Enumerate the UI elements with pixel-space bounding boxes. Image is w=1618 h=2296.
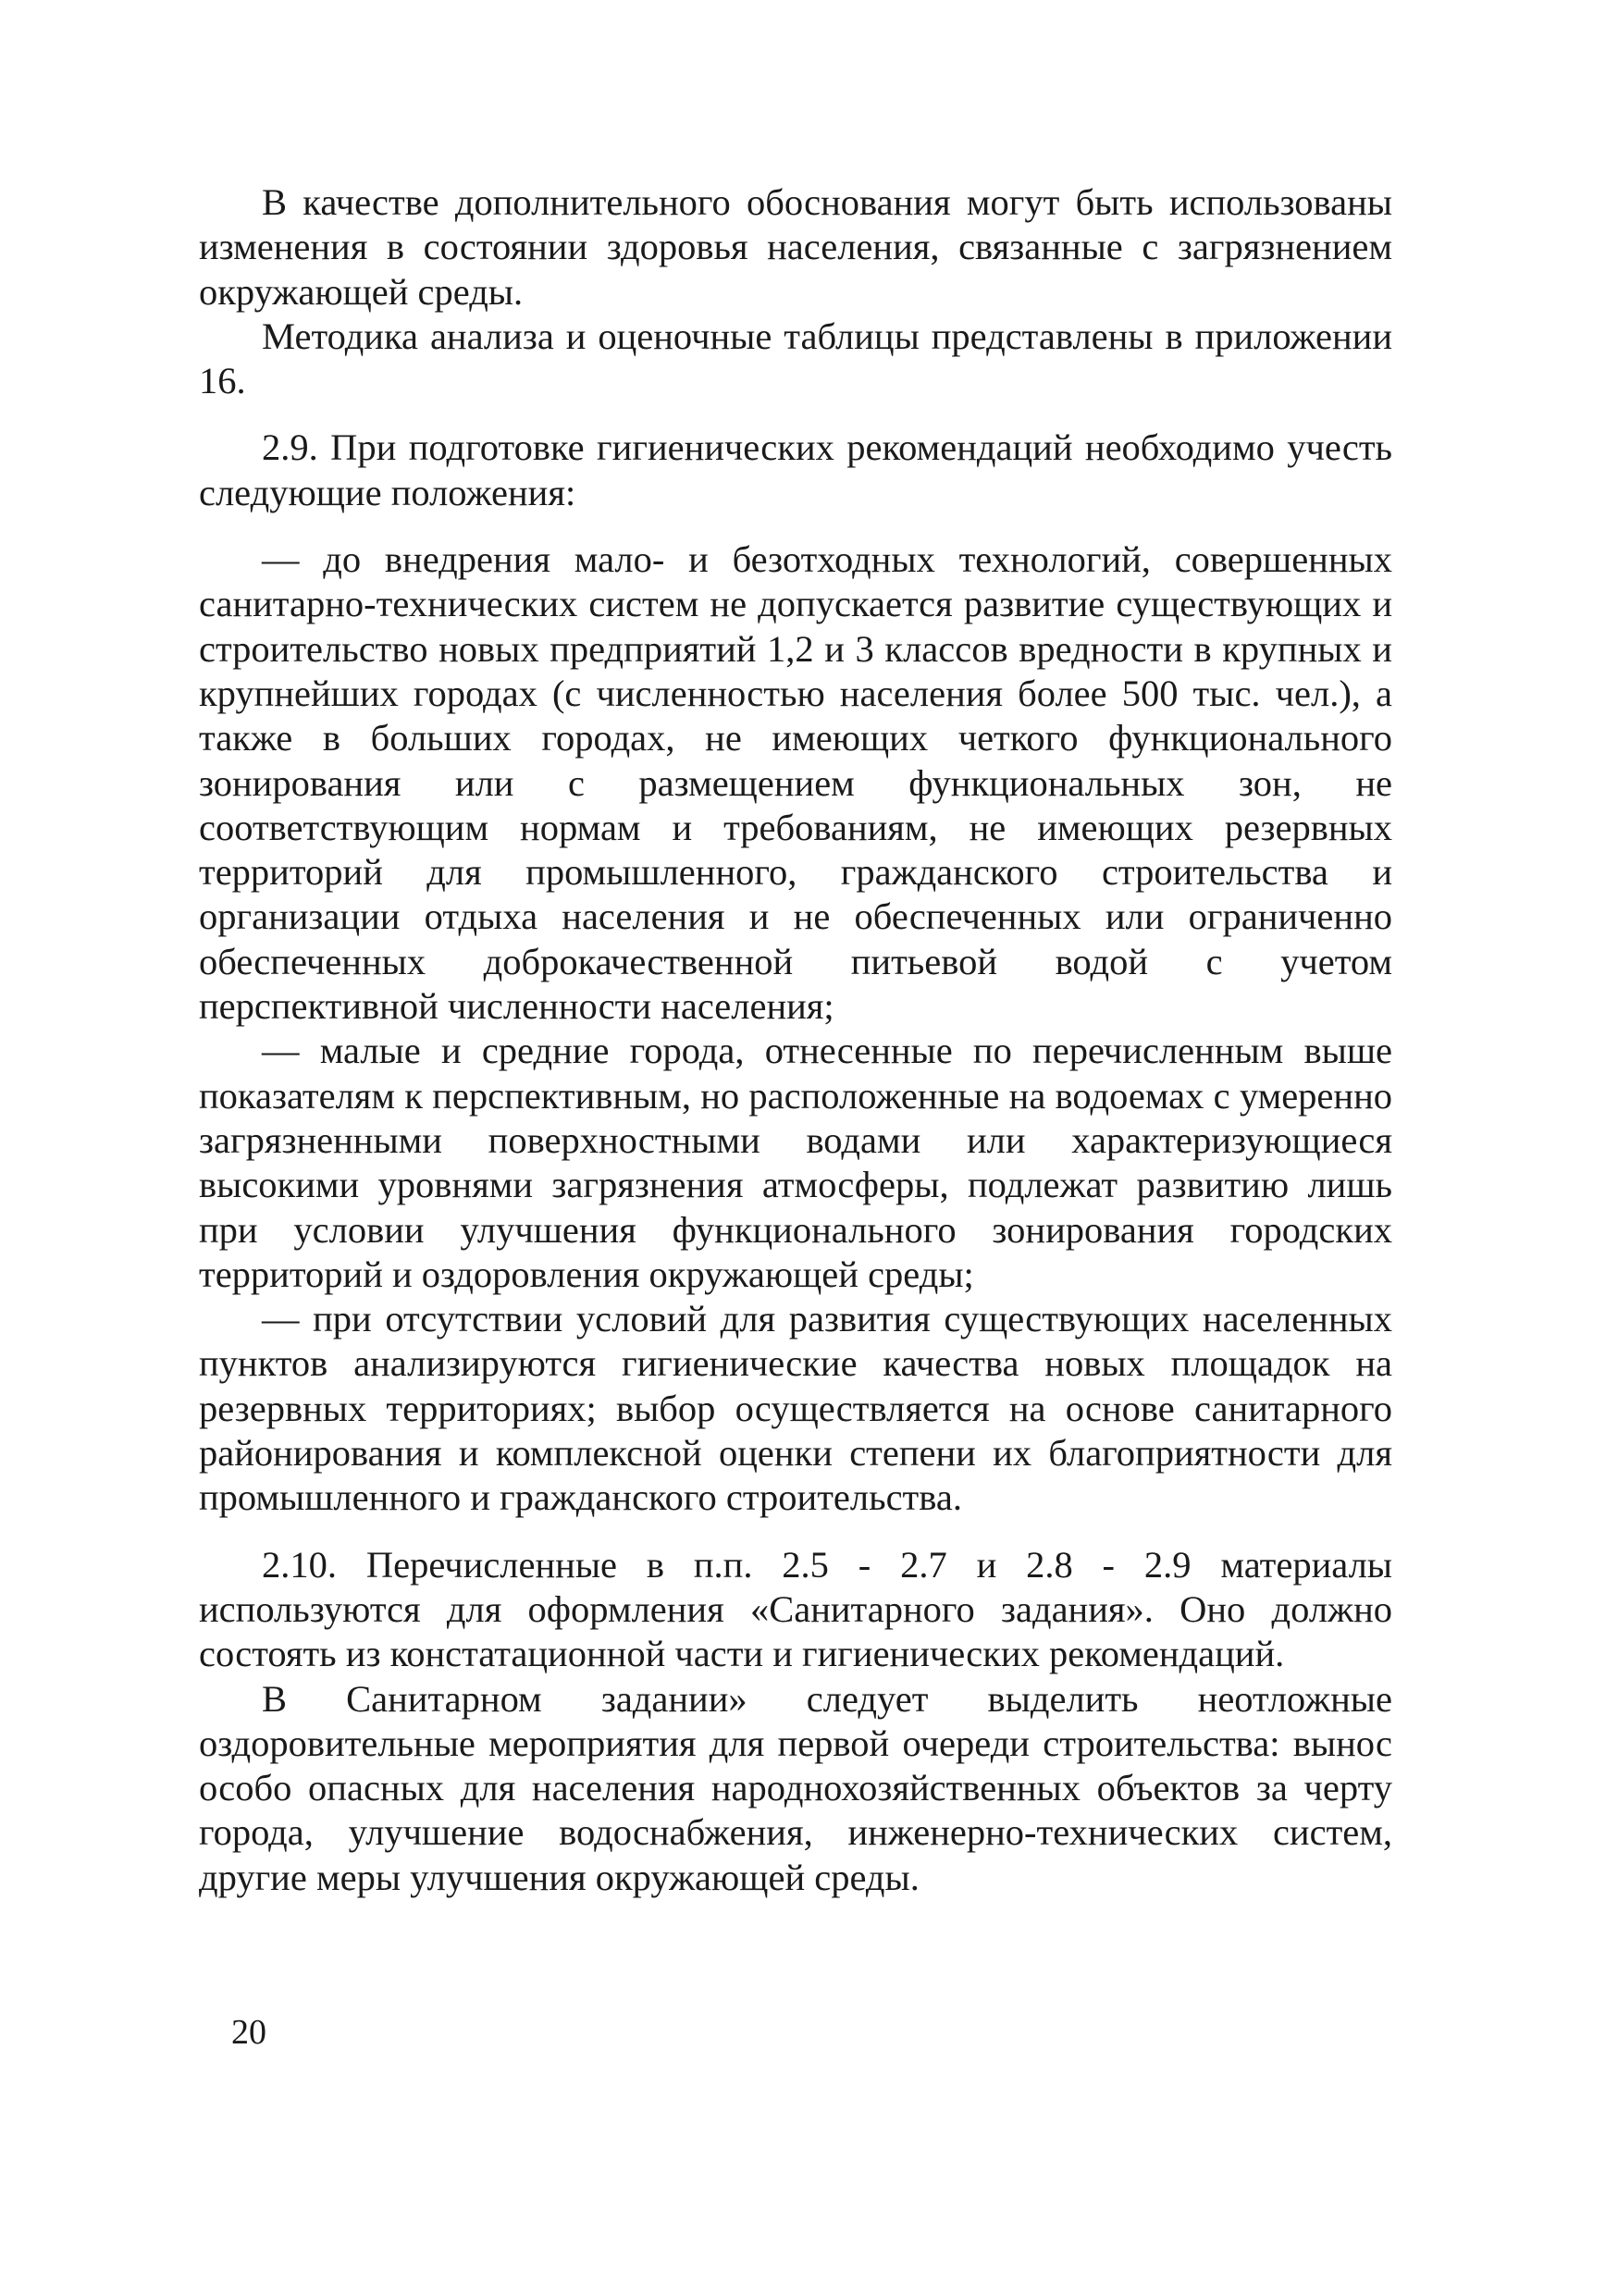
paragraph-section-2-10: 2.10. Перечисленные в п.п. 2.5 - 2.7 и 2.8 - 2.9 материалы используются для оформления «Санитарного задания». Оно должно состоять из констатационной части и гигиенических рекомендаций. [199, 1543, 1392, 1675]
list-item-small-cities: — малые и средние города, отнесенные по перечисленным выше показателям к перспективным, но расположенные на водоемах с умеренно загрязненными поверхностными водами или характеризующиеся высокими уровнями загрязнения атмосферы, подлежат развитию лишь при условии улучшения функционального зонирования городских территорий и оздоровления окружающей среды; [199, 1030, 1392, 1295]
body-text [199, 180, 1392, 1900]
paragraph-section-2-9: 2.9. При подготовке гигиенических рекомендаций необходимо учесть следующие положения: [199, 426, 1392, 513]
list-item-new-sites: — при отсутствии условий для развития существующих населенных пунктов анализируются гигиенические качества новых площадок на резервных территориях; выбор осуществляется на основе санитарного районирования и комплексной оценки степени их благоприятности для промышленного и гражданского строительства. [199, 1298, 1392, 1519]
paragraph-methodology: Методика анализа и оценочные таблицы представлены в приложении 16. [199, 315, 1392, 402]
paragraph-health-changes: В качестве дополнительного обоснования могут быть использованы изменения в состоянии здоровья населения, связанные с загрязнением окружающей среды. [199, 181, 1392, 313]
paragraph-urgent-measures: В Санитарном задании» следует выделить неотложные оздоровительные мероприятия для первой очереди строительства: вынос особо опасных для населения народнохозяйственных объектов за черту города, улучшение водоснабжения, инженерно-технических систем, другие меры улучшения окружающей среды. [199, 1677, 1392, 1898]
list-item-large-cities: — до внедрения мало- и безотходных технологий, совершенных санитарно-технических систем не допускается развитие существующих и строительство новых предприятий 1,2 и 3 классов вредности в крупных и крупнейших городах (с численностью населения более 500 тыс. чел.), а также в больших городах, не имеющих четкого функционального зонирования или с размещением функциональных зон, не соответствующим нормам и требованиям, не имеющих резервных территорий для промышленного, гражданского строительства и организации отдыха населения и не обеспеченных или ограниченно обеспеченных доброкачественной питьевой водой с учетом перспективной численности населения; [199, 538, 1392, 1028]
page-number: 20 [231, 2013, 266, 2052]
